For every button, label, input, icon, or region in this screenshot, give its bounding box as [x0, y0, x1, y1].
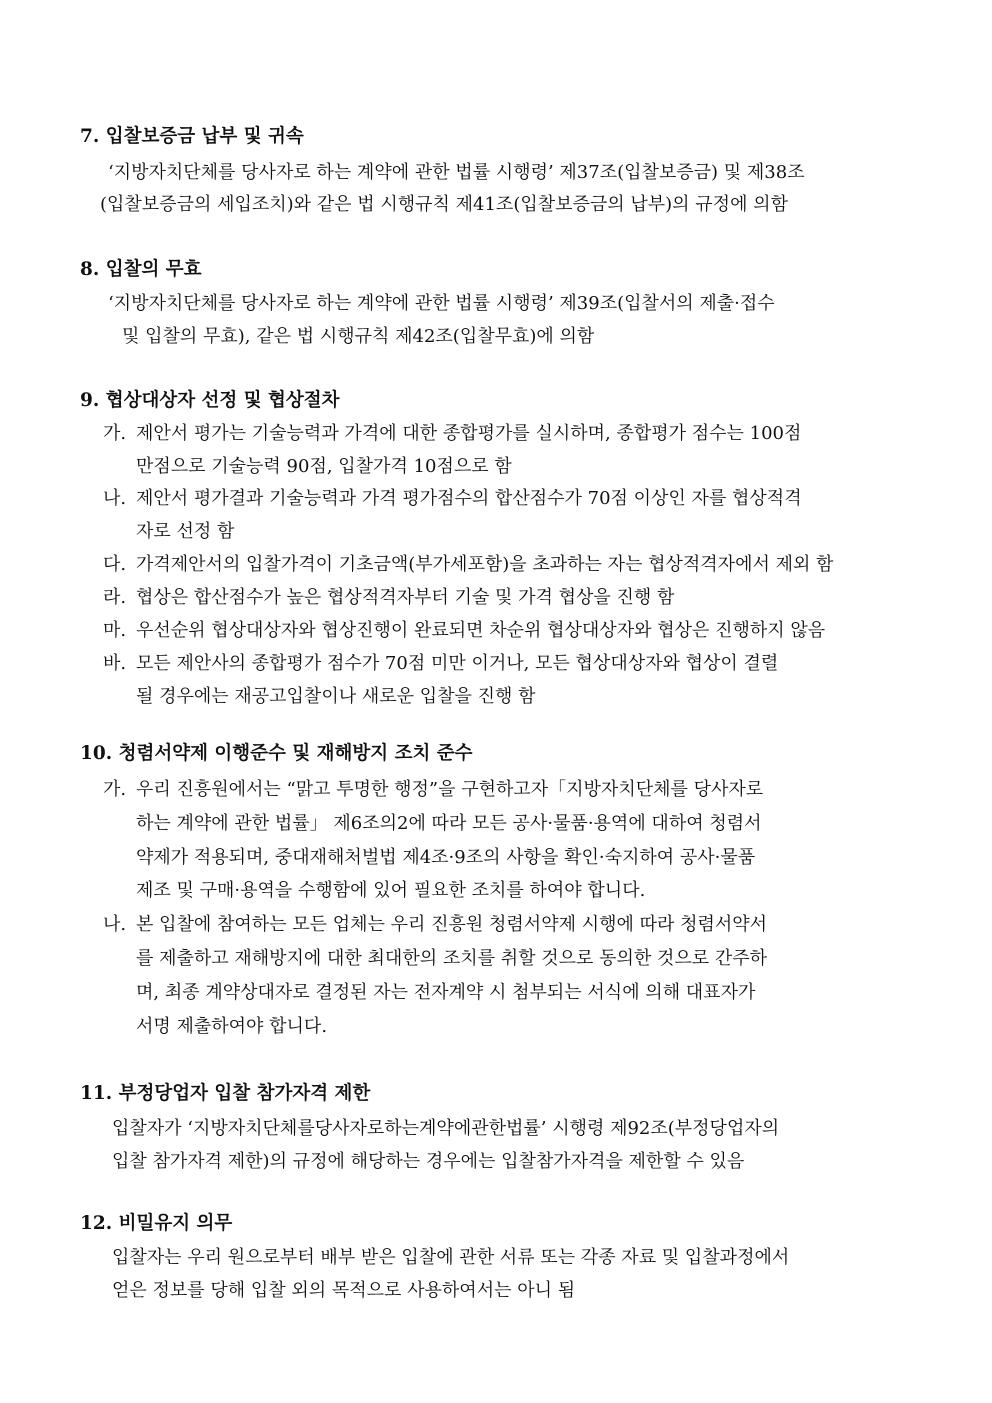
section-12-line-2: 얻은 정보를 당해 입찰 외의 목적으로 사용하여서는 아니 됨: [112, 1280, 576, 1301]
section-10-item-ga-line-1: 우리 진흥원에서는 “맑고 투명한 행정”을 구현하고자「지방자치단체를 당사자로: [136, 779, 764, 800]
section-11-line-1: 입찰자가 ‘지방자치단체를당사자로하는계약에관한법률’ 시행령 제92조(부정당업자의: [112, 1118, 780, 1139]
section-9-item-ba-line-1: 모든 제안사의 종합평가 점수가 70점 미만 이거나, 모든 협상대상자와 협상이 결렬: [136, 653, 779, 674]
section-9-heading: 9. 협상대상자 선정 및 협상절차: [80, 390, 340, 411]
section-9-item-da-line-1: 가격제안서의 입찰가격이 기초금액(부가세포함)을 초과하는 자는 협상적격자에서 제외 함: [136, 554, 834, 575]
section-8-line-2: 및 입찰의 무효), 같은 법 시행규칙 제42조(입찰무효)에 의함: [122, 326, 595, 347]
section-10-item-ga-line-4: 제조 및 구매·용역을 수행함에 있어 필요한 조치를 하여야 합니다.: [136, 880, 646, 901]
section-7-heading: 7. 입찰보증금 납부 및 귀속: [80, 126, 304, 147]
section-9-item-ga-line-2: 만점으로 기술능력 90점, 입찰가격 10점으로 함: [136, 456, 512, 477]
section-11-line-2: 입찰 참가자격 제한)의 규정에 해당하는 경우에는 입찰참가자격을 제한할 수 있음: [112, 1151, 745, 1172]
section-8-line-1: ‘지방자치단체를 당사자로 하는 계약에 관한 법률 시행령’ 제39조(입찰서의 제출·접수: [108, 293, 775, 314]
section-7-line-2: (입찰보증금의 세입조치)와 같은 법 시행규칙 제41조(입찰보증금의 납부)의 규정에 의함: [100, 194, 788, 215]
section-7-line-1: ‘지방자치단체를 당사자로 하는 계약에 관한 법률 시행령’ 제37조(입찰보증금) 및 제38조: [108, 162, 805, 183]
section-9-item-ga-marker: 가.: [103, 423, 127, 444]
section-9-item-ra-marker: 라.: [103, 587, 127, 608]
section-9-item-ba-marker: 바.: [103, 653, 127, 674]
section-9-item-na-line-1: 제안서 평가결과 기술능력과 가격 평가점수의 합산점수가 70점 이상인 자를 협상적격: [136, 488, 802, 509]
section-10-item-na-line-4: 서명 제출하여야 합니다.: [136, 1016, 328, 1037]
section-9-item-ba-line-2: 될 경우에는 재공고입찰이나 새로운 입찰을 진행 함: [136, 686, 536, 707]
section-9-item-ga-line-1: 제안서 평가는 기술능력과 가격에 대한 종합평가를 실시하며, 종합평가 점수는 100점: [136, 423, 802, 444]
section-9-item-na-line-2: 자로 선정 함: [136, 521, 235, 542]
section-11-heading: 11. 부정당업자 입찰 참가자격 제한: [80, 1083, 371, 1104]
section-12-heading: 12. 비밀유지 의무: [80, 1213, 233, 1234]
section-8-heading: 8. 입찰의 무효: [80, 259, 202, 280]
section-12-line-1: 입찰자는 우리 원으로부터 배부 받은 입찰에 관한 서류 또는 각종 자료 및 입찰과정에서: [112, 1247, 790, 1268]
section-9-item-ma-marker: 마.: [103, 620, 127, 641]
section-9-item-ma-line-1: 우선순위 협상대상자와 협상진행이 완료되면 차순위 협상대상자와 협상은 진행하지 않음: [136, 620, 826, 641]
section-9-item-ra-line-1: 협상은 합산점수가 높은 협상적격자부터 기술 및 가격 협상을 진행 함: [136, 587, 675, 608]
section-10-heading: 10. 청렴서약제 이행준수 및 재해방지 조치 준수: [80, 743, 473, 764]
section-9-item-na-marker: 나.: [103, 488, 127, 509]
section-10-item-na-line-2: 를 제출하고 재해방지에 대한 최대한의 조치를 취할 것으로 동의한 것으로 간주하: [136, 948, 768, 969]
section-10-item-na-line-1: 본 입찰에 참여하는 모든 업체는 우리 진흥원 청렴서약제 시행에 따라 청렴서약서: [136, 914, 768, 935]
section-10-item-na-marker: 나.: [103, 914, 127, 935]
section-10-item-na-line-3: 며, 최종 계약상대자로 결정된 자는 전자계약 시 첨부되는 서식에 의해 대표자가: [136, 982, 756, 1003]
section-9-item-da-marker: 다.: [103, 554, 127, 575]
section-10-item-ga-marker: 가.: [103, 779, 127, 800]
section-10-item-ga-line-3: 약제가 적용되며, 중대재해처벌법 제4조·9조의 사항을 확인·숙지하여 공사·물품: [136, 847, 756, 868]
section-10-item-ga-line-2: 하는 계약에 관한 법률」 제6조의2에 따라 모든 공사·물품·용역에 대하여 청렴서: [136, 813, 762, 834]
